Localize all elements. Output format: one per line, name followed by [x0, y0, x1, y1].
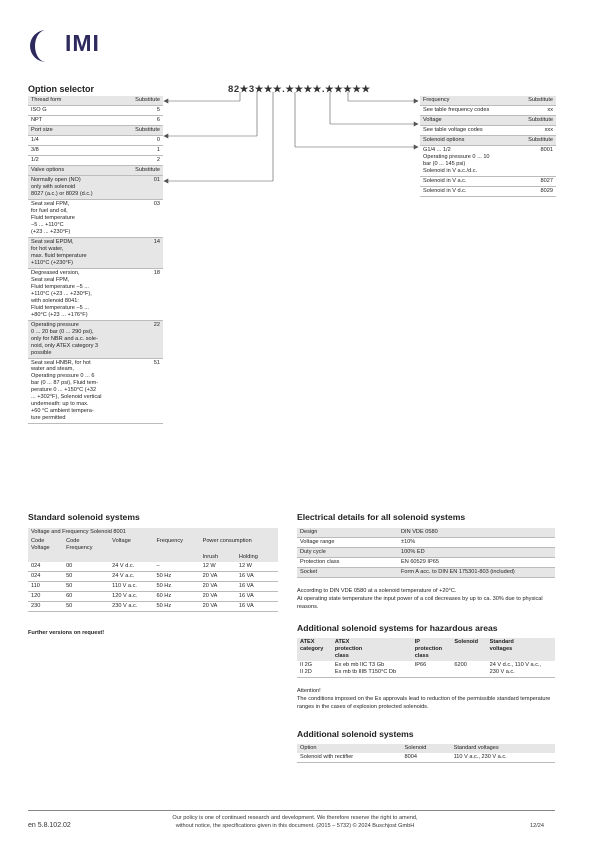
- left-label: 3/8: [28, 145, 124, 155]
- table-cell: DIN VDE 0580: [398, 528, 555, 537]
- add-header-voltages: Standard voltages: [451, 744, 555, 753]
- table-cell: 50 Hz: [154, 571, 200, 581]
- right-value: 8027: [515, 176, 556, 186]
- hz-voltages: 24 V d.c., 110 V a.c., 230 V a.c.: [487, 661, 555, 677]
- left-label: 1/2: [28, 155, 124, 165]
- table-cell: 60: [63, 591, 109, 601]
- hz-ip: IP66: [412, 661, 452, 677]
- left-value: 03: [124, 199, 163, 237]
- standard-solenoid-caption: Voltage and Frequency Solenoid 8001: [28, 528, 278, 537]
- header-frequency: Frequency: [154, 537, 200, 553]
- table-cell: 16 VA: [236, 581, 278, 591]
- right-value: 8001: [515, 145, 556, 176]
- attention-label: Attention!: [297, 688, 321, 694]
- left-value: 1: [124, 145, 163, 155]
- hz-header-protection: ATEX protection class: [332, 638, 412, 661]
- header-voltage: Voltage: [109, 537, 153, 553]
- right-label: See table voltage codes: [420, 125, 515, 135]
- table-cell: Design: [297, 528, 398, 537]
- add-option: Solenoid with rectifier: [297, 753, 402, 762]
- left-value: 0: [124, 135, 163, 145]
- table-cell: 100% ED: [398, 547, 555, 557]
- footer-policy-1: Our policy is one of continued research and development. We therefore reserve the right to amend,: [172, 815, 418, 821]
- hz-header-category: ATEX category: [297, 638, 332, 661]
- table-cell: Duty cycle: [297, 547, 398, 557]
- left-label: Normally open (NO) only with solenoid 8027 (a.c.) or 8029 (d.c.): [28, 175, 124, 199]
- additional-title: Additional solenoid systems: [297, 729, 414, 739]
- table-row: [28, 601, 278, 611]
- hz-solenoid: 6200: [451, 661, 486, 677]
- table-cell: Socket: [297, 567, 398, 577]
- header-holding: Holding: [236, 553, 278, 562]
- table-cell: 24 V d.c.: [109, 562, 153, 571]
- right-value: xxx: [515, 125, 556, 135]
- table-cell: 120 V a.c.: [109, 591, 153, 601]
- table-cell: 50: [63, 571, 109, 581]
- table-cell: 024: [28, 562, 63, 571]
- table-cell: –: [154, 562, 200, 571]
- table-cell: 16 VA: [236, 571, 278, 581]
- hz-protection: Ex eb mb IIC T3 Gb Ex mb tb IIIB T150°C Db: [332, 661, 412, 677]
- table-row: [28, 591, 278, 601]
- additional-table: [297, 744, 555, 763]
- table-cell: 230 V a.c.: [109, 601, 153, 611]
- right-value: Substitute: [515, 115, 556, 125]
- hazardous-note: The conditions imposed on the Ex approvals lead to reduction of the permissible standard temperature ranges in the cases of explosion protected solenoids.: [297, 696, 551, 710]
- table-row: [297, 528, 555, 537]
- left-value: Substitute: [124, 125, 163, 135]
- right-label: Frequency: [420, 96, 515, 105]
- option-selector-title: Option selector: [28, 84, 95, 94]
- hz-header-solenoid: Solenoid: [451, 638, 486, 661]
- hz-header-ip: IP protection class: [412, 638, 452, 661]
- right-value: Substitute: [515, 135, 556, 145]
- left-value: Substitute: [124, 96, 163, 105]
- table-cell: EN 60529 IP65: [398, 557, 555, 567]
- electrical-note-1: According to DIN VDE 0580 at a solenoid temperature of +20°C.: [297, 588, 457, 594]
- right-label: Solenoid in V d.c.: [420, 186, 515, 196]
- left-value: 14: [124, 237, 163, 268]
- right-label: Voltage: [420, 115, 515, 125]
- add-solenoid: 8004: [402, 753, 451, 762]
- left-value: 51: [124, 358, 163, 424]
- page-number: 12/24: [530, 823, 544, 829]
- table-row: [28, 581, 278, 591]
- left-value: Substitute: [124, 165, 163, 175]
- standard-solenoid-title: Standard solenoid systems: [28, 512, 140, 522]
- order-code: 82★3★★★.★★★★.★★★★★: [228, 84, 371, 95]
- table-cell: ±10%: [398, 537, 555, 547]
- footer-divider: [28, 810, 555, 811]
- header-power: Power consumption: [200, 537, 278, 553]
- table-cell: 50 Hz: [154, 601, 200, 611]
- table-cell: 16 VA: [236, 591, 278, 601]
- table-cell: 50 Hz: [154, 581, 200, 591]
- table-cell: 110: [28, 581, 63, 591]
- table-cell: 00: [63, 562, 109, 571]
- table-cell: Form A acc. to DIN EN 175301-803 (included): [398, 567, 555, 577]
- table-row: [297, 547, 555, 557]
- right-label: G1/4 ... 1/2 Operating pressure 0 ... 10 bar (0 ... 145 psi) Solenoid in V a.c./d.c.: [420, 145, 515, 176]
- add-header-option: Option: [297, 744, 402, 753]
- left-label: Port size: [28, 125, 124, 135]
- table-cell: 60 Hz: [154, 591, 200, 601]
- table-cell: 50: [63, 601, 109, 611]
- right-value: xx: [515, 105, 556, 115]
- table-cell: 110 V a.c.: [109, 581, 153, 591]
- add-header-solenoid: Solenoid: [402, 744, 451, 753]
- header-inrush: Inrush: [200, 553, 236, 562]
- header-code-voltage: Code Voltage: [28, 537, 63, 553]
- left-label: Degreased version, Seat seal FPM, Fluid temperature −5 ... +110°C (+23 ... +230°F), with solenoid 8041: Fluid temperature −5 ... +80°C (+23 ... +176°F): [28, 268, 124, 320]
- right-label: Solenoid in V a.c.: [420, 176, 515, 186]
- left-value: 22: [124, 320, 163, 358]
- left-label: Seat seal EPDM, for hot water, max. fluid temperature +110°C (+230°F): [28, 237, 124, 268]
- table-cell: 024: [28, 571, 63, 581]
- hz-category: II 2G II 2D: [297, 661, 332, 677]
- table-cell: 20 VA: [200, 581, 236, 591]
- further-versions-note: Further versions on request!: [28, 630, 105, 636]
- right-value: Substitute: [515, 96, 556, 105]
- standard-solenoid-table: [28, 528, 278, 612]
- table-cell: 16 VA: [236, 601, 278, 611]
- right-label: Solenoid options: [420, 135, 515, 145]
- table-cell: 120: [28, 591, 63, 601]
- table-cell: 24 V a.c.: [109, 571, 153, 581]
- table-cell: 230: [28, 601, 63, 611]
- left-label: ISO G: [28, 105, 124, 115]
- logo-text: IMI: [65, 30, 100, 56]
- left-label: Seat seal FPM, for fuel and oil, Fluid temperature −5 ... +110°C (+23 ... +230°F): [28, 199, 124, 237]
- hazardous-title: Additional solenoid systems for hazardous areas: [297, 623, 498, 633]
- table-cell: 12 W: [200, 562, 236, 571]
- left-label: Valve options: [28, 165, 124, 175]
- table-cell: 50: [63, 581, 109, 591]
- table-row: [297, 567, 555, 577]
- table-row: [297, 537, 555, 547]
- table-row: [28, 562, 278, 571]
- table-cell: Voltage range: [297, 537, 398, 547]
- hz-header-voltages: Standard voltages: [487, 638, 555, 661]
- right-label: See table frequency codes: [420, 105, 515, 115]
- table-cell: 20 VA: [200, 601, 236, 611]
- left-value: 2: [124, 155, 163, 165]
- left-value: 6: [124, 115, 163, 125]
- left-value: 5: [124, 105, 163, 115]
- header-code-frequency: Code Frequency: [63, 537, 109, 553]
- left-label: Thread form: [28, 96, 124, 105]
- left-value: 01: [124, 175, 163, 199]
- table-row: [28, 571, 278, 581]
- electrical-table: [297, 528, 555, 578]
- table-cell: 20 VA: [200, 591, 236, 601]
- add-voltages: 110 V a.c., 230 V a.c.: [451, 753, 555, 762]
- table-cell: Protection class: [297, 557, 398, 567]
- electrical-title: Electrical details for all solenoid systems: [297, 512, 466, 522]
- footer-policy-2: without notice, the specifications given in this document. (2015 – 5732) © 2024 Buschjost GmbH: [175, 823, 415, 829]
- hazardous-table: [297, 638, 555, 678]
- doc-number: en 5.8.102.02: [28, 822, 71, 829]
- right-value: 8029: [515, 186, 556, 196]
- left-label: 1/4: [28, 135, 124, 145]
- left-label: Operating pressure 0 ... 20 bar (0 ... 290 psi), only for NBR and a.c. sole- noid, only ATEX category 3 possible: [28, 320, 124, 358]
- electrical-note-2: At operating state temperature the input power of a coil decreases by up to ca. 30% due to physical reasons.: [297, 596, 543, 610]
- left-label: Seat seal HNBR, for hot water and steam, Operating pressure 0 ... 6 bar (0 ... 87 psi), Fluid tem- perature 0 ... +150°C (+32 ... +302°F), Solenoid vertical underneath: up to max. +60 °C ambient tempera- ture permitted: [28, 358, 124, 424]
- left-label: NPT: [28, 115, 124, 125]
- left-value: 18: [124, 268, 163, 320]
- table-cell: 12 W: [236, 562, 278, 571]
- table-cell: 20 VA: [200, 571, 236, 581]
- table-row: [297, 557, 555, 567]
